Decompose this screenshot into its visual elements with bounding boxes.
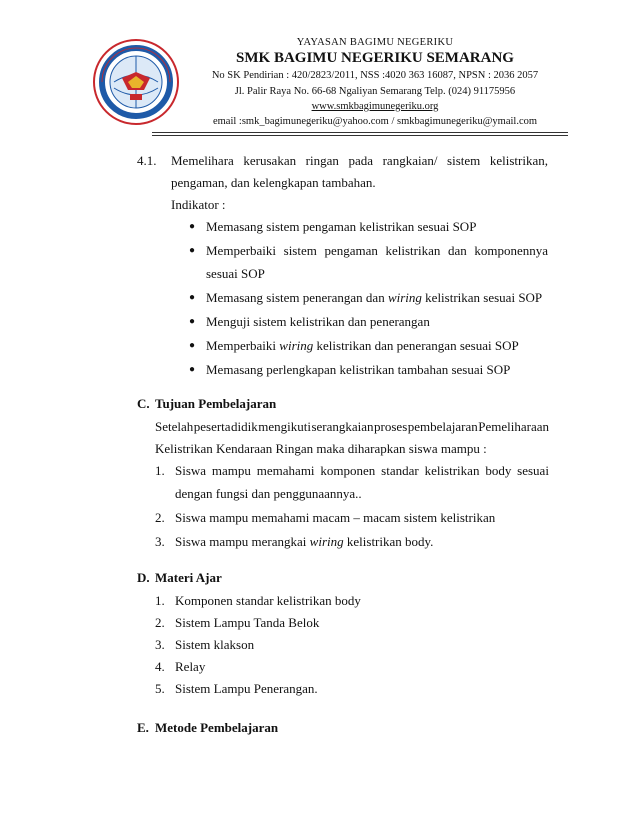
indicator-item — [206, 243, 548, 259]
intro-word: didik — [231, 419, 258, 434]
goal-word: standar — [381, 463, 419, 478]
goal-word: kelistrikan — [424, 463, 480, 478]
section-c-letter: C. — [137, 396, 150, 411]
section-e-title: Metode Pembelajaran — [155, 720, 279, 735]
website-link[interactable]: www.smkbagimunegeriku.org — [311, 101, 439, 112]
competency-number: 4.1. — [137, 153, 157, 168]
goal-item-continued: dengan fungsi dan penggunaannya.. — [175, 486, 362, 501]
list-number: 5. — [155, 681, 165, 696]
bullet-icon: ● — [189, 340, 196, 351]
indicator-item: Menguji sistem kelistrikan dan penerangan — [206, 314, 430, 329]
section-d-title: Materi Ajar — [155, 570, 222, 585]
goal-word: sesuai — [517, 463, 549, 478]
text-part: kelistrikan sesuai SOP — [421, 290, 543, 305]
school-name: SMK BAGIMU NEGERIKU SEMARANG — [236, 50, 514, 66]
indicator-item — [206, 290, 542, 306]
italic-term: wiring — [309, 534, 344, 549]
text-part: Memperbaiki — [206, 338, 280, 353]
text-part: Siswa mampu merangkai — [175, 534, 310, 549]
list-number: 1. — [155, 463, 165, 478]
goal-word: body — [485, 463, 512, 478]
competency-word: rangkaian/ — [382, 153, 438, 168]
goal-item — [175, 463, 549, 479]
intro-word: mengikuti — [258, 419, 311, 434]
indicator-item: Memasang sistem pengaman kelistrikan sesuai SOP — [206, 219, 477, 234]
bullet-icon: ● — [189, 292, 196, 303]
indikator-label: Indikator : — [171, 197, 226, 212]
competency-word: kelistrikan, — [489, 153, 548, 168]
section-e-letter: E. — [137, 720, 149, 735]
registration-info: No SK Pendirian : 420/2823/2011, NSS :4020 363 16087, NPSN : 2036 2057 — [211, 70, 539, 81]
email-info: email :smk_bagimunegeriku@yahoo.com / smkbagimunegeriku@ymail.com — [212, 116, 538, 127]
bullet-icon: ● — [189, 245, 196, 256]
intro-word: peserta — [193, 419, 231, 434]
list-number: 2. — [155, 510, 165, 525]
goal-word: mampu — [211, 463, 251, 478]
section-d-letter: D. — [137, 570, 150, 585]
material-item: Relay — [175, 659, 206, 674]
list-number: 3. — [155, 534, 165, 549]
competency-word: ringan — [305, 153, 339, 168]
foundation-name: YAYASAN BAGIMU NEGERIKU — [296, 37, 454, 48]
header-divider-double — [152, 135, 568, 136]
material-item: Komponen standar kelistrikan body — [175, 593, 361, 608]
indicator-item — [206, 338, 519, 354]
goal-item: Siswa mampu memahami macam – macam sistem kelistrikan — [175, 510, 496, 525]
indicator-word: kelistrikan — [385, 243, 441, 258]
italic-term: wiring — [279, 338, 314, 353]
goal-item — [175, 534, 433, 550]
list-number: 3. — [155, 637, 165, 652]
intro-word: Setelah — [155, 419, 194, 434]
header-divider — [152, 132, 568, 133]
bullet-icon: ● — [189, 316, 196, 327]
intro-word: serangkaian — [311, 419, 374, 434]
section-c-intro-line2: Kelistrikan Kendaraan Ringan maka diharapkan siswa mampu : — [155, 441, 487, 456]
intro-word: pembelajaran — [407, 419, 478, 434]
list-number: 2. — [155, 615, 165, 630]
indicator-word: dan — [447, 243, 467, 258]
section-c-intro-line1 — [155, 419, 549, 435]
goal-word: memahami — [256, 463, 315, 478]
indicator-word: sistem — [283, 243, 317, 258]
goal-word: komponen — [320, 463, 376, 478]
competency-text-line1 — [171, 153, 548, 169]
italic-term: wiring — [387, 290, 422, 305]
text-part: Memasang sistem penerangan dan — [206, 290, 388, 305]
material-item: Sistem klakson — [175, 637, 255, 652]
school-logo — [92, 38, 180, 126]
intro-word: proses — [374, 419, 408, 434]
school-address: Jl. Palir Raya No. 66-68 Ngaliyan Semarang Telp. (024) 91175956 — [234, 86, 516, 97]
competency-word: kerusakan — [243, 153, 297, 168]
indicator-word: Memperbaiki — [206, 243, 277, 258]
bullet-icon: ● — [189, 364, 196, 375]
indicator-word: komponennya — [474, 243, 548, 258]
text-part: kelistrikan body. — [343, 534, 434, 549]
section-c-title: Tujuan Pembelajaran — [155, 396, 277, 411]
material-item: Sistem Lampu Penerangan. — [175, 681, 318, 696]
list-number: 1. — [155, 593, 165, 608]
competency-word: sistem — [447, 153, 481, 168]
text-part: kelistrikan dan penerangan sesuai SOP — [313, 338, 519, 353]
intro-word: Pemeliharaan — [478, 419, 549, 434]
competency-word: pada — [348, 153, 374, 168]
indicator-item: Memasang perlengkapan kelistrikan tambahan sesuai SOP — [206, 362, 511, 377]
goal-word: Siswa — [175, 463, 207, 478]
competency-text-line2: pengaman, dan kelengkapan tambahan. — [171, 175, 376, 190]
bullet-icon: ● — [189, 221, 196, 232]
indicator-word: pengaman — [324, 243, 378, 258]
competency-word: Memelihara — [171, 153, 234, 168]
material-item: Sistem Lampu Tanda Belok — [175, 615, 320, 630]
list-number: 4. — [155, 659, 165, 674]
indicator-item-continued: sesuai SOP — [206, 266, 265, 281]
